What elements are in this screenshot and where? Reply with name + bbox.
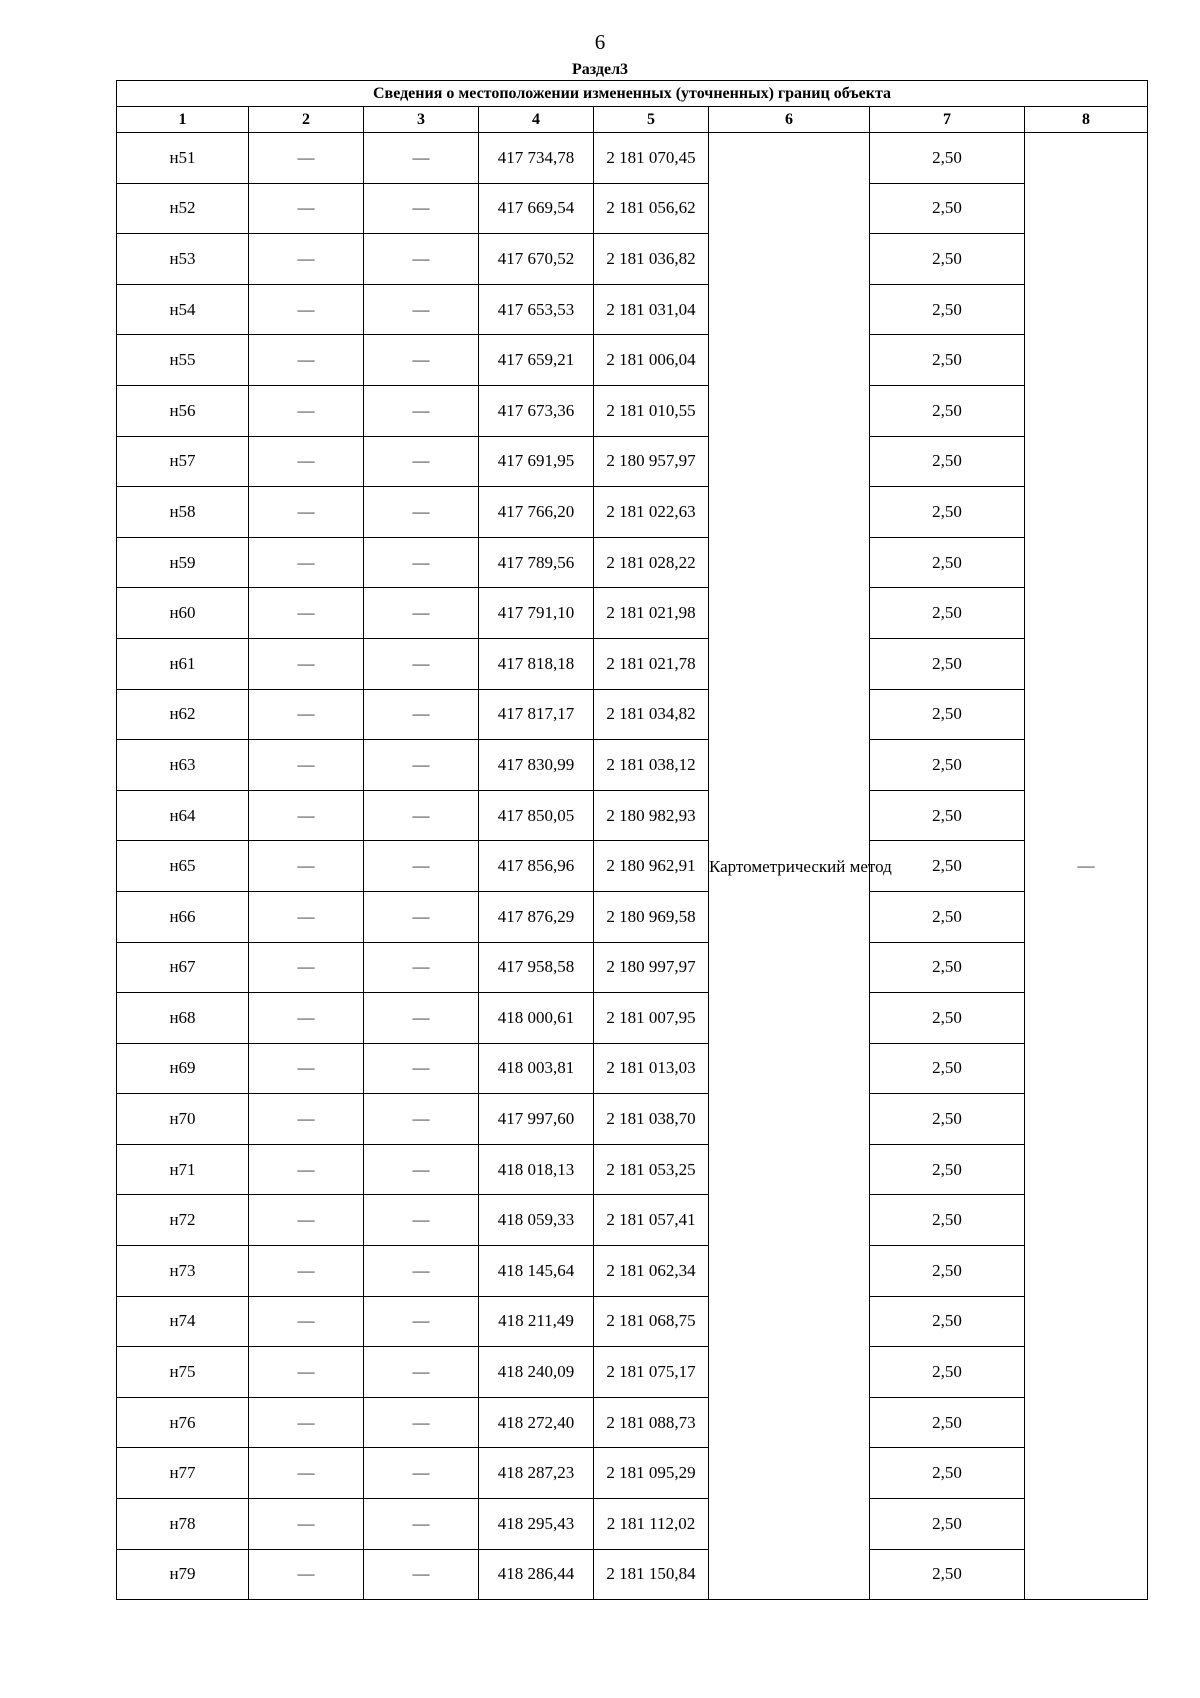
accuracy-cell: 2,50 (870, 335, 1025, 386)
table-row (117, 1499, 1148, 1550)
y-coordinate-cell: 2 181 022,63 (594, 487, 709, 538)
point-cell: н67 (117, 942, 249, 993)
y-coordinate-cell: 2 181 070,45 (594, 133, 709, 184)
col3-cell: — (364, 1448, 479, 1499)
x-coordinate-cell: 418 059,33 (479, 1195, 594, 1246)
x-coordinate-cell: 417 789,56 (479, 537, 594, 588)
y-coordinate-cell: 2 181 075,17 (594, 1347, 709, 1398)
x-coordinate-cell: 417 791,10 (479, 588, 594, 639)
point-cell: н70 (117, 1094, 249, 1145)
point-cell: н78 (117, 1499, 249, 1550)
accuracy-cell: 2,50 (870, 436, 1025, 487)
y-coordinate-cell: 2 180 962,91 (594, 841, 709, 892)
point-cell: н63 (117, 740, 249, 791)
col3-cell: — (364, 487, 479, 538)
y-coordinate-cell: 2 181 021,98 (594, 588, 709, 639)
table-row (117, 588, 1148, 639)
x-coordinate-cell: 417 659,21 (479, 335, 594, 386)
x-coordinate-cell: 418 240,09 (479, 1347, 594, 1398)
col3-cell: — (364, 1195, 479, 1246)
point-cell: н66 (117, 891, 249, 942)
col2-cell: — (249, 1499, 364, 1550)
col2-cell: — (249, 436, 364, 487)
x-coordinate-cell: 418 211,49 (479, 1296, 594, 1347)
col3-cell: — (364, 740, 479, 791)
accuracy-cell: 2,50 (870, 993, 1025, 1044)
table-row (117, 1043, 1148, 1094)
col3-cell: — (364, 284, 479, 335)
y-coordinate-cell: 2 181 007,95 (594, 993, 709, 1044)
col2-cell: — (249, 638, 364, 689)
accuracy-cell: 2,50 (870, 1499, 1025, 1550)
accuracy-cell: 2,50 (870, 183, 1025, 234)
table-row (117, 1094, 1148, 1145)
table-body (117, 133, 1148, 1600)
x-coordinate-cell: 417 766,20 (479, 487, 594, 538)
col2-cell: — (249, 1549, 364, 1600)
y-coordinate-cell: 2 181 088,73 (594, 1397, 709, 1448)
col3-cell: — (364, 1549, 479, 1600)
col3-cell: — (364, 133, 479, 184)
col3-cell: — (364, 1246, 479, 1297)
table-caption: Сведения о местоположении измененных (уточненных) границ объекта (117, 81, 1148, 107)
col3-cell: — (364, 335, 479, 386)
point-cell: н52 (117, 183, 249, 234)
column-header: 6 (709, 107, 870, 133)
column-header: 3 (364, 107, 479, 133)
y-coordinate-cell: 2 181 068,75 (594, 1296, 709, 1347)
col2-cell: — (249, 234, 364, 285)
col2-cell: — (249, 1246, 364, 1297)
column-header: 7 (870, 107, 1025, 133)
col2-cell: — (249, 284, 364, 335)
point-cell: н54 (117, 284, 249, 335)
accuracy-cell: 2,50 (870, 1246, 1025, 1297)
section-title: Раздел3 (571, 61, 629, 78)
col3-cell: — (364, 1296, 479, 1347)
table-row (117, 891, 1148, 942)
accuracy-cell: 2,50 (870, 1296, 1025, 1347)
col3-cell: — (364, 183, 479, 234)
accuracy-cell: 2,50 (870, 1448, 1025, 1499)
accuracy-cell: 2,50 (870, 891, 1025, 942)
accuracy-cell: 2,50 (870, 689, 1025, 740)
table-row (117, 993, 1148, 1044)
point-cell: н61 (117, 638, 249, 689)
col3-cell: — (364, 1347, 479, 1398)
point-cell: н56 (117, 385, 249, 436)
col2-cell: — (249, 1296, 364, 1347)
col2-cell: — (249, 487, 364, 538)
page-number: 6 (594, 30, 606, 54)
col2-cell: — (249, 1094, 364, 1145)
col2-cell: — (249, 385, 364, 436)
y-coordinate-cell: 2 180 982,93 (594, 790, 709, 841)
point-cell: н53 (117, 234, 249, 285)
col2-cell: — (249, 740, 364, 791)
x-coordinate-cell: 417 830,99 (479, 740, 594, 791)
table-caption-row (117, 81, 1148, 107)
col2-cell: — (249, 1397, 364, 1448)
y-coordinate-cell: 2 181 053,25 (594, 1144, 709, 1195)
y-coordinate-cell: 2 180 997,97 (594, 942, 709, 993)
accuracy-cell: 2,50 (870, 1043, 1025, 1094)
accuracy-cell: 2,50 (870, 1347, 1025, 1398)
point-cell: н75 (117, 1347, 249, 1398)
y-coordinate-cell: 2 181 095,29 (594, 1448, 709, 1499)
y-coordinate-cell: 2 181 031,04 (594, 284, 709, 335)
point-cell: н51 (117, 133, 249, 184)
col2-cell: — (249, 1347, 364, 1398)
col3-cell: — (364, 234, 479, 285)
table-row (117, 335, 1148, 386)
x-coordinate-cell: 417 673,36 (479, 385, 594, 436)
x-coordinate-cell: 417 670,52 (479, 234, 594, 285)
x-coordinate-cell: 417 958,58 (479, 942, 594, 993)
accuracy-cell: 2,50 (870, 234, 1025, 285)
column-header: 5 (594, 107, 709, 133)
col2-cell: — (249, 841, 364, 892)
point-cell: н55 (117, 335, 249, 386)
accuracy-cell: 2,50 (870, 133, 1025, 184)
y-coordinate-cell: 2 181 112,02 (594, 1499, 709, 1550)
table-row (117, 487, 1148, 538)
accuracy-cell: 2,50 (870, 740, 1025, 791)
table-row (117, 1296, 1148, 1347)
table-row (117, 1448, 1148, 1499)
x-coordinate-cell: 418 295,43 (479, 1499, 594, 1550)
table-row (117, 183, 1148, 234)
accuracy-cell: 2,50 (870, 1144, 1025, 1195)
accuracy-cell: 2,50 (870, 1094, 1025, 1145)
x-coordinate-cell: 417 850,05 (479, 790, 594, 841)
x-coordinate-cell: 417 817,17 (479, 689, 594, 740)
col3-cell: — (364, 638, 479, 689)
col2-cell: — (249, 1448, 364, 1499)
col3-cell: — (364, 1144, 479, 1195)
col2-cell: — (249, 689, 364, 740)
column-header: 1 (117, 107, 249, 133)
col3-cell: — (364, 1397, 479, 1448)
col3-cell: — (364, 385, 479, 436)
col3-cell: — (364, 891, 479, 942)
col2-cell: — (249, 183, 364, 234)
point-cell: н57 (117, 436, 249, 487)
point-cell: н68 (117, 993, 249, 1044)
accuracy-cell: 2,50 (870, 385, 1025, 436)
y-coordinate-cell: 2 181 021,78 (594, 638, 709, 689)
table-row (117, 841, 1148, 892)
table-row (117, 284, 1148, 335)
point-cell: н69 (117, 1043, 249, 1094)
col3-cell: — (364, 993, 479, 1044)
x-coordinate-cell: 417 653,53 (479, 284, 594, 335)
col3-cell: — (364, 1499, 479, 1550)
x-coordinate-cell: 418 272,40 (479, 1397, 594, 1448)
table-row (117, 234, 1148, 285)
x-coordinate-cell: 417 856,96 (479, 841, 594, 892)
y-coordinate-cell: 2 181 034,82 (594, 689, 709, 740)
accuracy-cell: 2,50 (870, 1195, 1025, 1246)
table-row (117, 1144, 1148, 1195)
point-cell: н64 (117, 790, 249, 841)
col2-cell: — (249, 891, 364, 942)
accuracy-cell: 2,50 (870, 284, 1025, 335)
x-coordinate-cell: 417 997,60 (479, 1094, 594, 1145)
col3-cell: — (364, 1043, 479, 1094)
column-header: 2 (249, 107, 364, 133)
col2-cell: — (249, 537, 364, 588)
table-row (117, 1246, 1148, 1297)
x-coordinate-cell: 418 000,61 (479, 993, 594, 1044)
point-cell: н60 (117, 588, 249, 639)
column-header: 4 (479, 107, 594, 133)
accuracy-cell: 2,50 (870, 1397, 1025, 1448)
y-coordinate-cell: 2 181 150,84 (594, 1549, 709, 1600)
col2-cell: — (249, 790, 364, 841)
y-coordinate-cell: 2 181 062,34 (594, 1246, 709, 1297)
table-row (117, 537, 1148, 588)
table-row (117, 1347, 1148, 1398)
accuracy-cell: 2,50 (870, 790, 1025, 841)
x-coordinate-cell: 418 287,23 (479, 1448, 594, 1499)
column-header: 8 (1025, 107, 1148, 133)
accuracy-cell: 2,50 (870, 537, 1025, 588)
point-cell: н58 (117, 487, 249, 538)
table-row (117, 942, 1148, 993)
x-coordinate-cell: 418 003,81 (479, 1043, 594, 1094)
accuracy-cell: 2,50 (870, 588, 1025, 639)
y-coordinate-cell: 2 181 038,12 (594, 740, 709, 791)
point-cell: н77 (117, 1448, 249, 1499)
col2-cell: — (249, 1195, 364, 1246)
col3-cell: — (364, 841, 479, 892)
point-cell: н62 (117, 689, 249, 740)
point-cell: н79 (117, 1549, 249, 1600)
point-cell: н59 (117, 537, 249, 588)
table-row (117, 133, 1148, 184)
col2-cell: — (249, 1144, 364, 1195)
col8-cell: — (1025, 133, 1148, 1600)
y-coordinate-cell: 2 181 036,82 (594, 234, 709, 285)
table-row (117, 436, 1148, 487)
accuracy-cell: 2,50 (870, 487, 1025, 538)
x-coordinate-cell: 418 018,13 (479, 1144, 594, 1195)
col3-cell: — (364, 942, 479, 993)
accuracy-cell: 2,50 (870, 1549, 1025, 1600)
col3-cell: — (364, 436, 479, 487)
point-cell: н74 (117, 1296, 249, 1347)
x-coordinate-cell: 417 818,18 (479, 638, 594, 689)
col2-cell: — (249, 588, 364, 639)
y-coordinate-cell: 2 180 969,58 (594, 891, 709, 942)
y-coordinate-cell: 2 181 010,55 (594, 385, 709, 436)
table-row (117, 638, 1148, 689)
coordinates-table (116, 80, 1148, 1600)
table-row (117, 1549, 1148, 1600)
method-cell: Картометрический метод (709, 133, 870, 1600)
accuracy-cell: 2,50 (870, 841, 1025, 892)
x-coordinate-cell: 418 145,64 (479, 1246, 594, 1297)
y-coordinate-cell: 2 180 957,97 (594, 436, 709, 487)
x-coordinate-cell: 417 669,54 (479, 183, 594, 234)
accuracy-cell: 2,50 (870, 942, 1025, 993)
x-coordinate-cell: 417 691,95 (479, 436, 594, 487)
y-coordinate-cell: 2 181 006,04 (594, 335, 709, 386)
table-header-row (117, 107, 1148, 133)
col2-cell: — (249, 942, 364, 993)
table-row (117, 1195, 1148, 1246)
point-cell: н71 (117, 1144, 249, 1195)
col2-cell: — (249, 133, 364, 184)
point-cell: н72 (117, 1195, 249, 1246)
col2-cell: — (249, 1043, 364, 1094)
x-coordinate-cell: 417 876,29 (479, 891, 594, 942)
col2-cell: — (249, 993, 364, 1044)
y-coordinate-cell: 2 181 057,41 (594, 1195, 709, 1246)
col3-cell: — (364, 537, 479, 588)
y-coordinate-cell: 2 181 038,70 (594, 1094, 709, 1145)
table-row (117, 1397, 1148, 1448)
col3-cell: — (364, 689, 479, 740)
point-cell: н73 (117, 1246, 249, 1297)
accuracy-cell: 2,50 (870, 638, 1025, 689)
x-coordinate-cell: 417 734,78 (479, 133, 594, 184)
x-coordinate-cell: 418 286,44 (479, 1549, 594, 1600)
col2-cell: — (249, 335, 364, 386)
table-row (117, 740, 1148, 791)
point-cell: н76 (117, 1397, 249, 1448)
y-coordinate-cell: 2 181 013,03 (594, 1043, 709, 1094)
y-coordinate-cell: 2 181 056,62 (594, 183, 709, 234)
point-cell: н65 (117, 841, 249, 892)
col3-cell: — (364, 790, 479, 841)
col3-cell: — (364, 1094, 479, 1145)
table-row (117, 385, 1148, 436)
y-coordinate-cell: 2 181 028,22 (594, 537, 709, 588)
table-row (117, 689, 1148, 740)
col3-cell: — (364, 588, 479, 639)
table-row (117, 790, 1148, 841)
